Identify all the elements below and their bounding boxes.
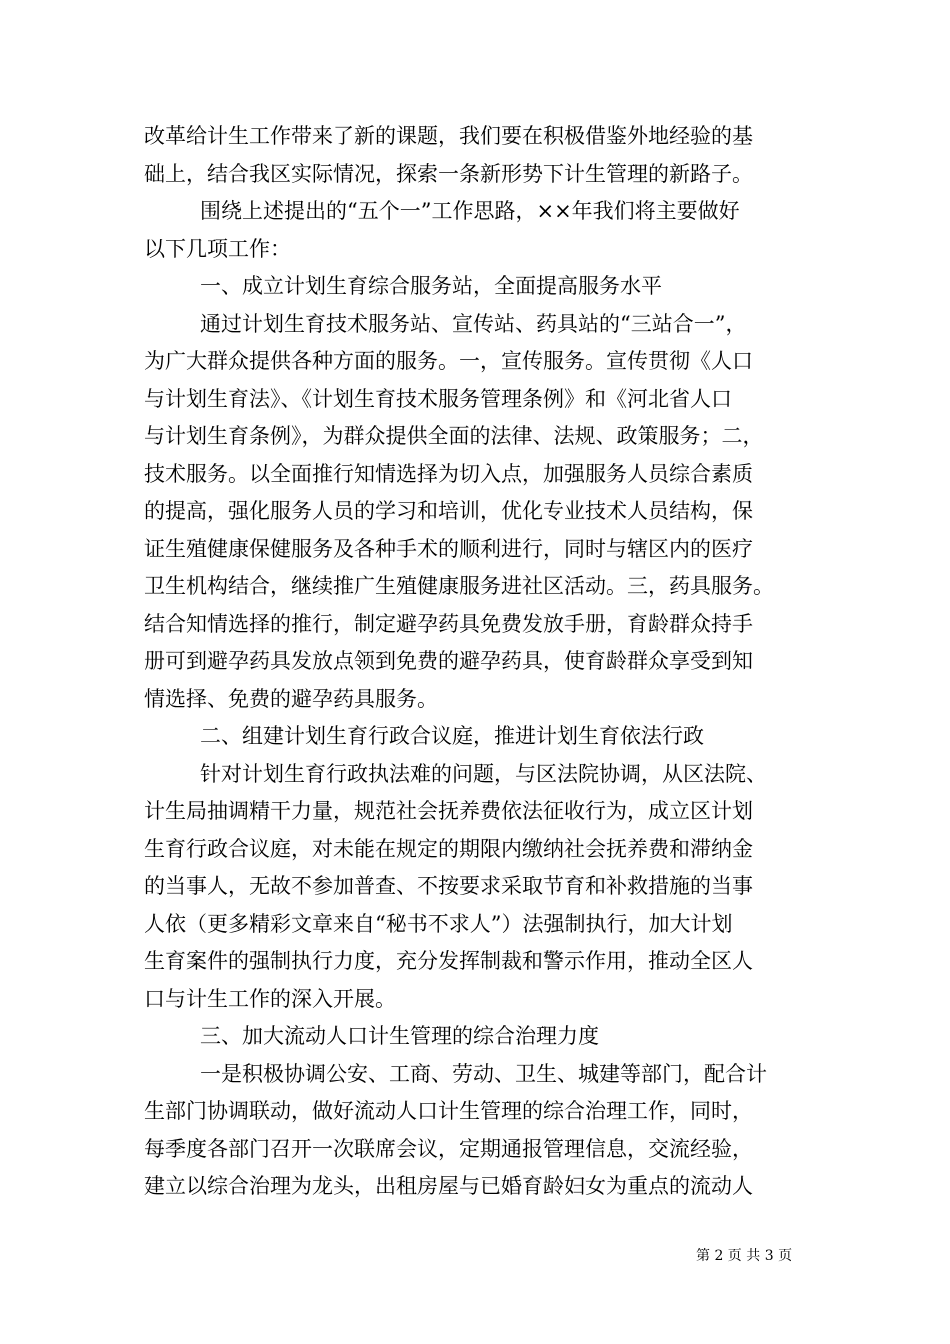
text-line: 生育行政合议庭，对未能在规定的期限内缴纳社会抚养费和滞纳金 <box>144 836 753 861</box>
document-body <box>144 118 814 1206</box>
text-line: 围绕上述提出的“五个一”工作思路，××年我们将主要做好 <box>200 199 740 223</box>
text-line: 生部门协调联动，做好流动人口计生管理的综合治理工作，同时， <box>144 1099 753 1123</box>
text-line: 础上，结合我区实际情况，探索一条新形势下计生管理的新路子。 <box>144 161 753 186</box>
text-line: 册可到避孕药具发放点领到免费的避孕药具，使育龄群众享受到知 <box>144 649 753 673</box>
text-line: 建立以综合治理为龙头，出租房屋与已婚育龄妇女为重点的流动人 <box>144 1174 753 1198</box>
text-line: 卫生机构结合，继续推广生殖健康服务进社区活动。三，药具服务。 <box>144 574 774 598</box>
text-line: 计生局抽调精干力量，规范社会抚养费依法征收行为，成立区计划 <box>144 799 753 823</box>
text-line: 与计划生育法》、《计划生育技术服务管理条例》和《河北省人口 <box>144 386 732 411</box>
text-line: 一是积极协调公安、工商、劳动、卫生、城建等部门，配合计 <box>200 1061 767 1086</box>
text-line: 改革给计生工作带来了新的课题，我们要在积极借鉴外地经验的基 <box>144 124 753 148</box>
text-line: 针对计划生育行政执法难的问题，与区法院协调，从区法院、 <box>200 761 767 786</box>
page-number: 第 2 页 共 3 页 <box>696 1248 793 1264</box>
text-line: 生育案件的强制执行力度，充分发挥制裁和警示作用，推动全区人 <box>144 949 753 973</box>
text-line: 为广大群众提供各种方面的服务。一，宣传服务。宣传贯彻《人口 <box>144 349 753 373</box>
text-line: 的当事人，无故不参加普查、不按要求采取节育和补救措施的当事 <box>144 874 753 898</box>
text-line: 通过计划生育技术服务站、宣传站、药具站的“三站合一”， <box>200 311 747 336</box>
text-line: 二、组建计划生育行政合议庭，推进计划生育依法行政 <box>200 724 704 748</box>
text-line: 每季度各部门召开一次联席会议，定期通报管理信息，交流经验， <box>144 1136 753 1161</box>
text-line: 一、成立计划生育综合服务站，全面提高服务水平 <box>200 274 662 298</box>
text-line: 的提高，强化服务人员的学习和培训，优化专业技术人员结构，保 <box>144 499 753 523</box>
text-line: 情选择、免费的避孕药具服务。 <box>144 686 438 711</box>
text-line: 证生殖健康保健服务及各种手术的顺利进行，同时与辖区内的医疗 <box>144 536 753 561</box>
text-line: 结合知情选择的推行，制定避孕药具免费发放手册，育龄群众持手 <box>144 611 753 636</box>
text-line: 三、加大流动人口计生管理的综合治理力度 <box>200 1024 599 1048</box>
text-line: 与计划生育条例》，为群众提供全面的法律、法规、政策服务；二， <box>144 424 764 448</box>
text-line: 技术服务。以全面推行知情选择为切入点，加强服务人员综合素质 <box>144 461 753 486</box>
text-line: 人依（更多精彩文章来自“秘书不求人”）法强制执行，加大计划 <box>144 911 733 936</box>
text-line: 口与计生工作的深入开展。 <box>144 986 396 1011</box>
text-line: 以下几项工作： <box>144 236 291 261</box>
